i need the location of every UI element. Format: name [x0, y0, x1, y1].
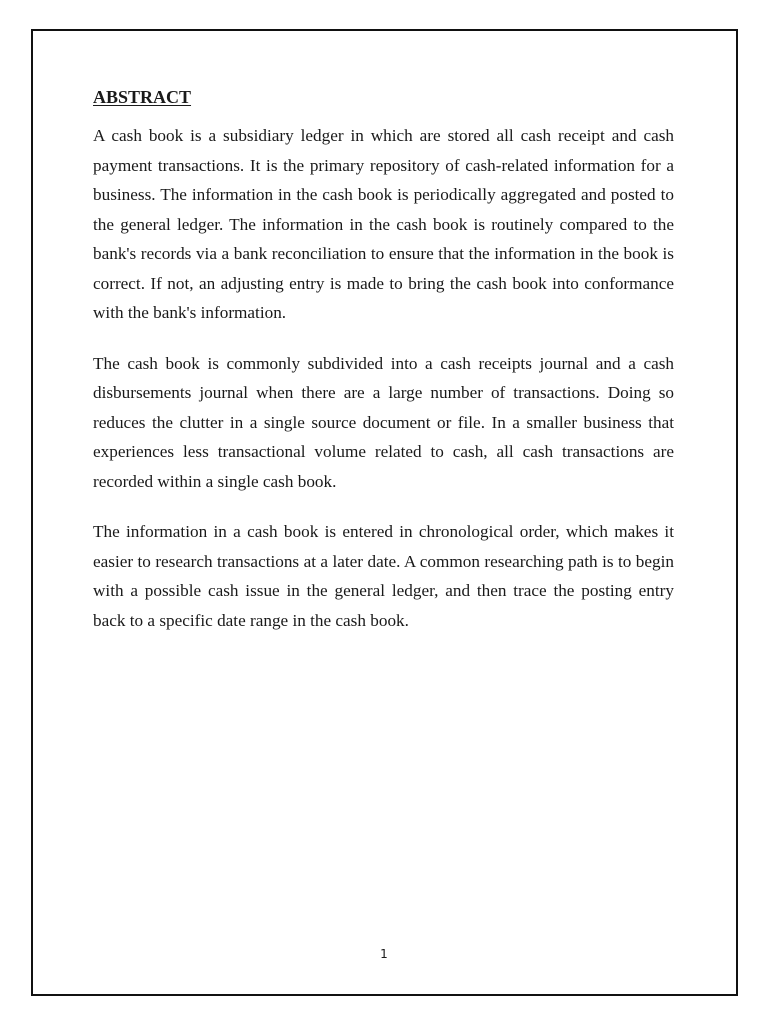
paragraph-1: A cash book is a subsidiary ledger in which are stored all cash receipt and cash payment transactions. It is the primary repository of cash-related information for a business. The information in the cash book is periodically aggregated and posted to the general ledger. The information in the cash book is routinely compared to the bank's records via a bank reconciliation to ensure that the information in the book is correct. If not, an adjusting entry is made to bring the cash book into conformance with the bank's information.: [93, 126, 674, 322]
page-number: 1: [380, 947, 388, 961]
paragraph-3: The information in a cash book is entered in chronological order, which makes it easier to research transactions at a later date. A common researching path is to begin with a possible cash issue in the general ledger, and then trace the posting entry back to a specific date range in the cash book.: [93, 522, 674, 630]
abstract-heading: ABSTRACT: [93, 87, 192, 107]
document-body: [93, 84, 674, 656]
paragraph-2: The cash book is commonly subdivided into a cash receipts journal and a cash disbursements journal when there are a large number of transactions. Doing so reduces the clutter in a single source document or file. In a smaller business that experiences less transactional volume related to cash, all cash transactions are recorded within a single cash book.: [93, 353, 674, 491]
